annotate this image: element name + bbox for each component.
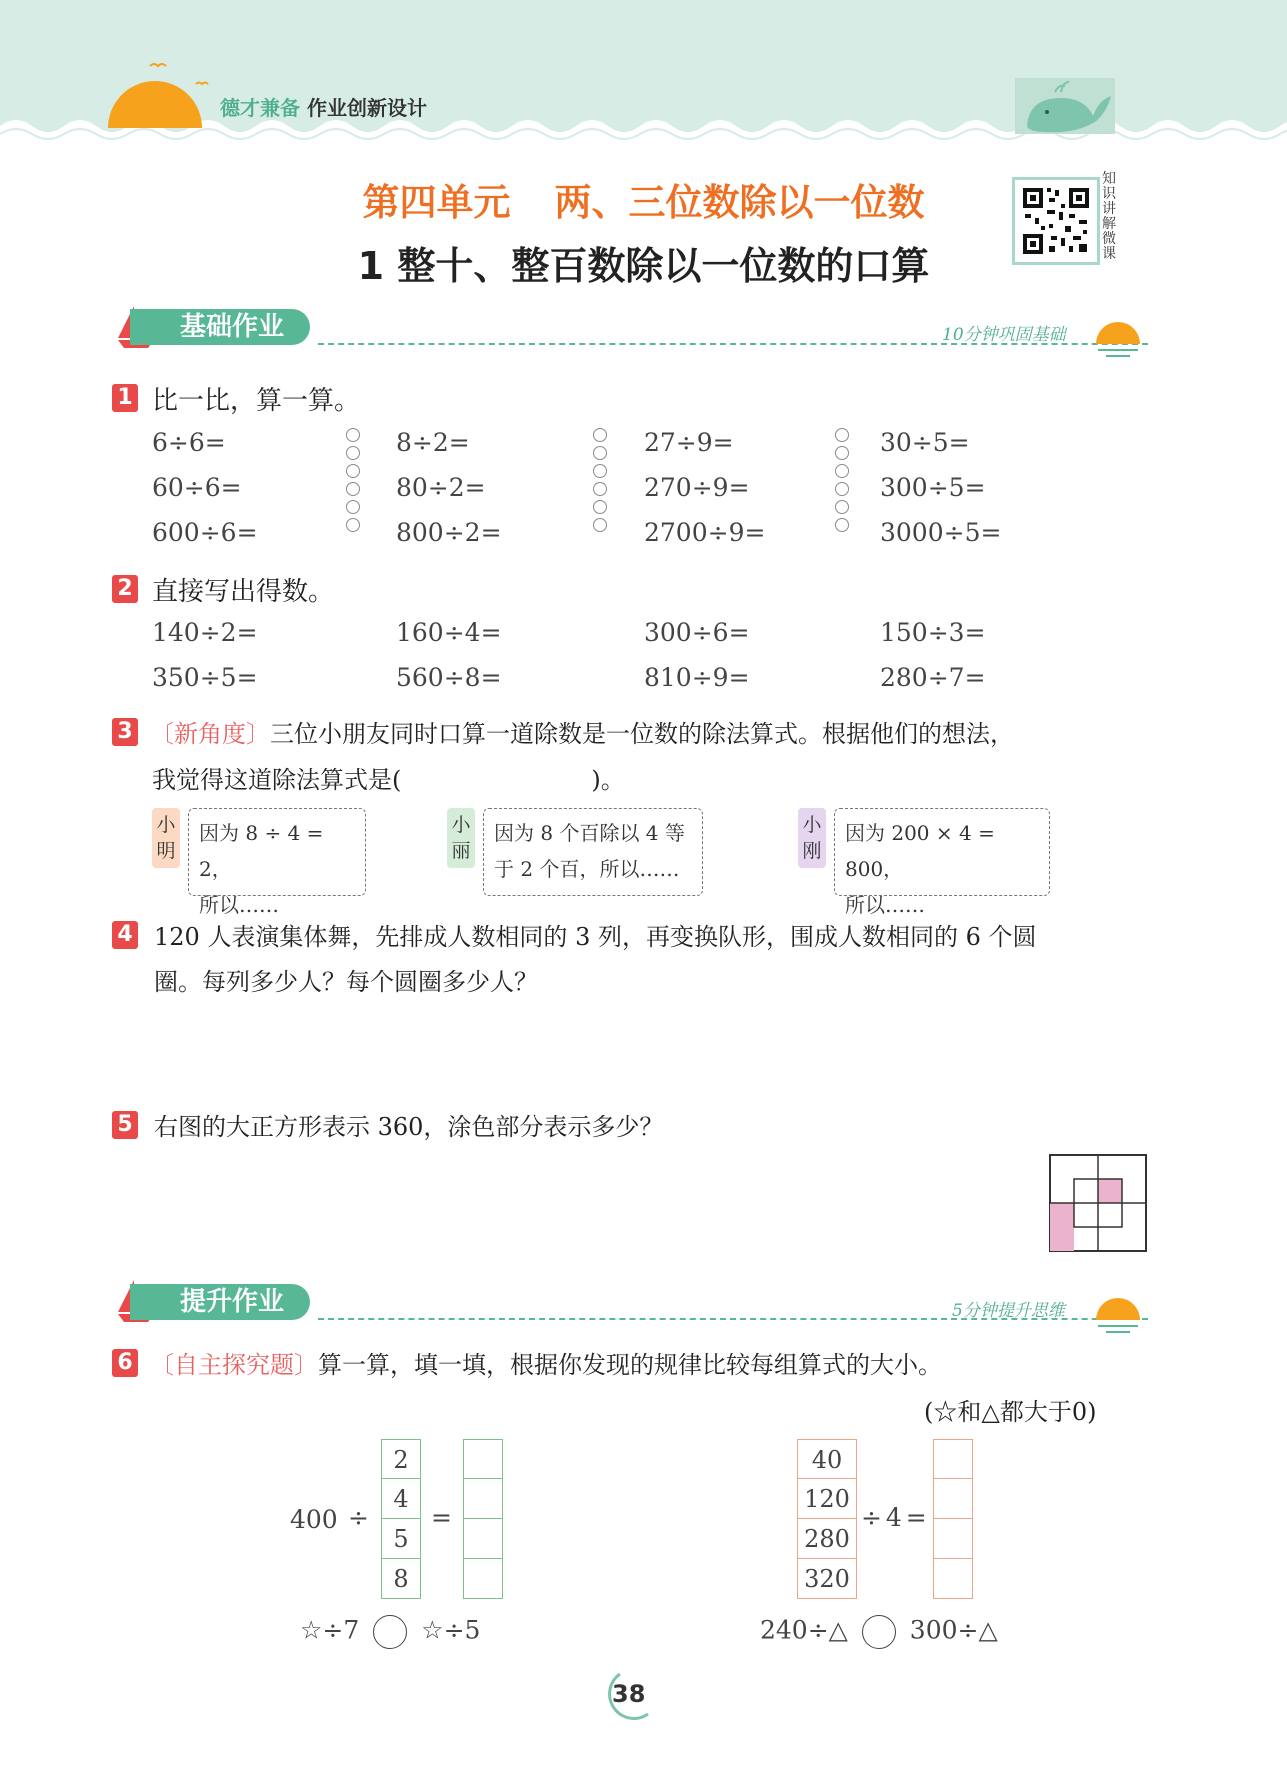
qr-code[interactable] xyxy=(1012,177,1100,265)
q6-left-equals: = xyxy=(431,1503,452,1532)
q2-expression: 150÷3= xyxy=(880,618,986,647)
q1-expression: 27÷9= xyxy=(644,428,734,457)
sun-small-icon xyxy=(1092,1290,1144,1334)
q5-number: 5 xyxy=(112,1111,138,1139)
q6-left-divisor-column xyxy=(381,1439,423,1599)
answer-cell[interactable] xyxy=(463,1519,503,1559)
q2-expression: 810÷9= xyxy=(644,663,750,692)
kid-name: 小明 xyxy=(152,808,180,868)
compare-left: ☆÷7 xyxy=(300,1615,360,1645)
kid-thought-line1: 因为 200 × 4 = 800， xyxy=(845,821,995,881)
dividend-cell: 40 xyxy=(797,1439,857,1479)
brand-title xyxy=(220,92,427,121)
unit-name: 两、三位数除以一位数 xyxy=(554,181,925,224)
divisor-cell: 8 xyxy=(381,1559,421,1599)
dividend-cell: 280 xyxy=(797,1519,857,1559)
q6-right-operator: ÷ 4 = xyxy=(861,1503,925,1532)
kid-thought-line2: 所以…… xyxy=(199,893,279,917)
brand-part2: 作业创新设计 xyxy=(306,96,427,120)
q1-expression: 300÷5= xyxy=(880,473,986,502)
brand-part1: 德才兼备 xyxy=(220,96,300,120)
kid-name: 小丽 xyxy=(447,808,475,868)
q2-expression: 560÷8= xyxy=(396,663,502,692)
q1-expression: 800÷2= xyxy=(396,518,502,547)
q2-number: 2 xyxy=(112,575,138,603)
q1-number: 1 xyxy=(112,384,138,412)
dividend-cell: 320 xyxy=(797,1559,857,1599)
kid-thought-line1: 因为 8 ÷ 4 = 2， xyxy=(199,821,324,881)
q6-right-dividend-column xyxy=(797,1439,857,1599)
q1-text: 比一比，算一算。 xyxy=(152,386,361,416)
q2-expression: 350÷5= xyxy=(152,663,258,692)
unit-number: 第四单元 xyxy=(362,181,511,224)
q3-line1 xyxy=(150,714,1014,749)
q6-left-compare xyxy=(300,1615,480,1649)
kid-thought-line1: 因为 8 个百除以 4 等 xyxy=(494,821,685,845)
q6-left-operator: ÷ xyxy=(348,1503,369,1532)
answer-cell[interactable] xyxy=(463,1479,503,1519)
answer-cell[interactable] xyxy=(933,1559,973,1599)
q1-divider-dots xyxy=(831,428,853,536)
q3-line2 xyxy=(152,760,625,795)
compare-circle[interactable] xyxy=(373,1615,407,1649)
q3-text-line2a: 我觉得这道除法算式是( xyxy=(152,766,402,794)
answer-cell[interactable] xyxy=(463,1559,503,1599)
sun-small-icon xyxy=(1092,314,1144,358)
q4-text-line2: 圈。每列多少人？每个圆圈多少人？ xyxy=(154,968,538,996)
q6-note: (☆和△都大于0) xyxy=(924,1398,1097,1426)
q4-text-line1: 120 人表演集体舞，先排成人数相同的 3 列，再变换队形，围成人数相同的 6 个圆 xyxy=(154,923,1037,951)
q1-column-4 xyxy=(880,428,1001,563)
q1-expression: 600÷6= xyxy=(152,518,258,547)
compare-right: 300÷△ xyxy=(909,1615,998,1645)
section-basic-note: 10分钟巩固基础 xyxy=(942,325,1066,345)
q1-expression: 80÷2= xyxy=(396,473,486,502)
q1-column-3 xyxy=(644,428,765,563)
q4-number: 4 xyxy=(112,921,138,949)
q6-right-answer-column xyxy=(933,1439,975,1599)
page-number: 38 xyxy=(612,1680,646,1708)
q2-text: 直接写出得数。 xyxy=(152,577,335,607)
q1-expression: 2700÷9= xyxy=(644,518,766,547)
q1-expression: 3000÷5= xyxy=(880,518,1002,547)
section-advanced-note: 5分钟提升思维 xyxy=(952,1301,1065,1321)
divisor-cell: 2 xyxy=(381,1439,421,1479)
q6-left-answer-column xyxy=(463,1439,505,1599)
q1-divider-dots xyxy=(342,428,364,536)
q3-text-line2b: )。 xyxy=(591,766,625,794)
section-basic-tab: 基础作业 xyxy=(130,309,310,345)
lesson-title: 1 整十、整百数除以一位数的口算 xyxy=(357,244,930,288)
kid-thought-bubble xyxy=(834,808,1050,917)
answer-cell[interactable] xyxy=(463,1439,503,1479)
q1-expression: 60÷6= xyxy=(152,473,242,502)
whale-icon xyxy=(1015,78,1115,134)
dividend-cell: 120 xyxy=(797,1479,857,1519)
compare-circle[interactable] xyxy=(862,1615,896,1649)
answer-cell[interactable] xyxy=(933,1479,973,1519)
kid-thought-line2: 所以…… xyxy=(845,893,925,917)
divisor-cell: 4 xyxy=(381,1479,421,1519)
sun-icon xyxy=(100,58,210,128)
answer-cell[interactable] xyxy=(933,1519,973,1559)
compare-left: 240÷△ xyxy=(760,1615,848,1645)
q1-expression: 270÷9= xyxy=(644,473,750,502)
q5-text: 右图的大正方形表示 360，涂色部分表示多少？ xyxy=(154,1113,664,1141)
q6-tag: 〔自主探究题〕 xyxy=(150,1351,318,1379)
q1-divider-dots xyxy=(589,428,611,536)
q6-text: 算一算，填一填，根据你发现的规律比较每组算式的大小。 xyxy=(318,1351,942,1379)
q6-right-compare xyxy=(760,1615,998,1649)
q3-number: 3 xyxy=(112,718,138,746)
divisor-cell: 5 xyxy=(381,1519,421,1559)
square-figure xyxy=(1049,1154,1147,1252)
q1-column-1 xyxy=(152,428,258,563)
compare-right: ☆÷5 xyxy=(421,1615,481,1645)
qr-code-icon xyxy=(1015,180,1097,262)
q6-left-dividend: 400 xyxy=(290,1505,338,1534)
q2-expression: 300÷6= xyxy=(644,618,750,647)
q1-column-2 xyxy=(396,428,502,563)
qr-caption: 知识讲解微课 xyxy=(1102,171,1116,262)
q1-expression: 8÷2= xyxy=(396,428,470,457)
q1-expression: 6÷6= xyxy=(152,428,226,457)
q2-expression: 140÷2= xyxy=(152,618,258,647)
section-advanced-tab: 提升作业 xyxy=(130,1284,310,1320)
kid-name: 小刚 xyxy=(798,808,826,868)
q6-number: 6 xyxy=(112,1349,138,1377)
kid-thought-bubble xyxy=(188,808,366,917)
q2-expression: 160÷4= xyxy=(396,618,502,647)
answer-cell[interactable] xyxy=(933,1439,973,1479)
q1-expression: 30÷5= xyxy=(880,428,970,457)
q2-expression: 280÷7= xyxy=(880,663,986,692)
q3-text-line1: 三位小朋友同时口算一道除数是一位数的除法算式。根据他们的想法， xyxy=(270,720,1014,748)
q3-tag: 〔新角度〕 xyxy=(150,720,270,748)
kid-thought-bubble xyxy=(483,808,703,896)
kid-thought-line2: 于 2 个百，所以…… xyxy=(494,857,680,881)
q6-line xyxy=(150,1345,942,1380)
